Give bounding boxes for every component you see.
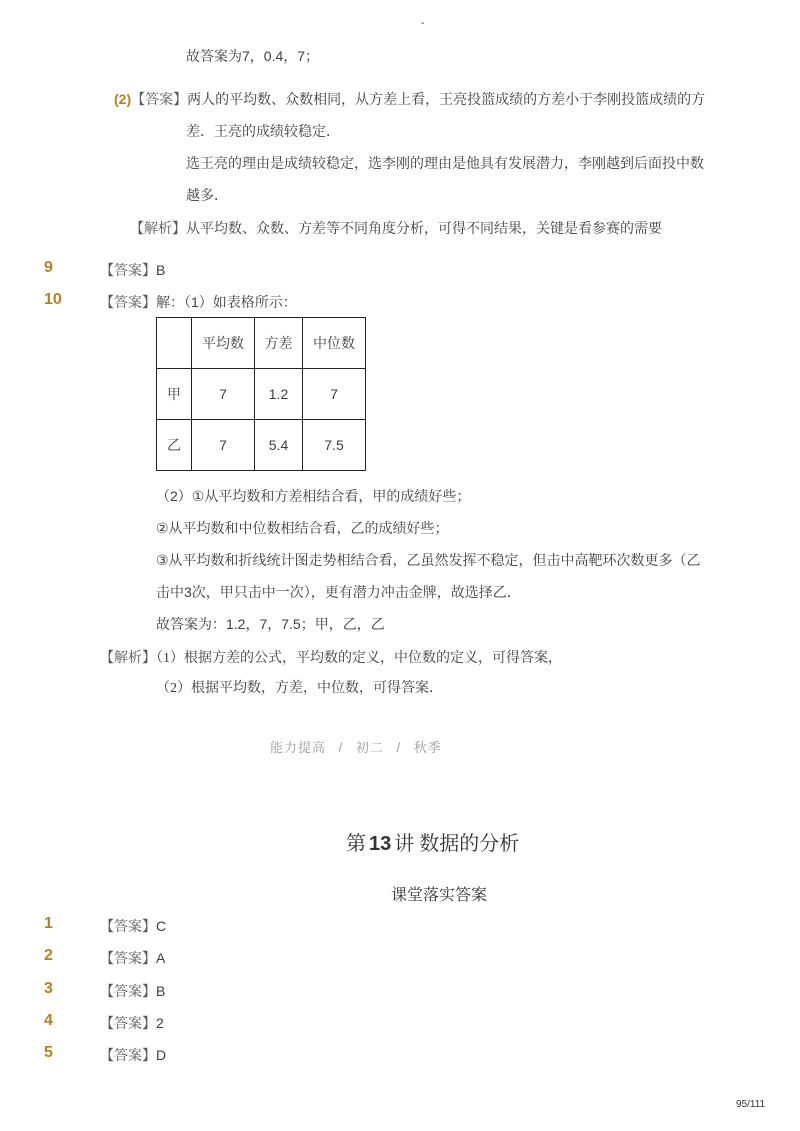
analysis-text: （2）根据平均数，方差，中位数，可得答案． (156, 681, 443, 696)
answer-text: B (156, 262, 166, 278)
table-cell: 5.4 (255, 420, 303, 471)
table-row (157, 420, 366, 471)
answer-text: 解：（1）如表格所示： (156, 294, 297, 310)
question-number: 9 (44, 259, 53, 276)
final-answer: 故答案为：1.2，7，7.5；甲，乙，乙 (156, 616, 385, 632)
answer-text: ②从平均数和中位数相结合看，乙的成绩好些； (156, 520, 449, 536)
list-item (100, 981, 165, 1001)
lecture-prefix: 第 (346, 833, 366, 855)
analysis-line (130, 218, 662, 238)
table-cell: 7.5 (303, 420, 366, 471)
answer-tag: 【答案】 (100, 262, 156, 278)
answer-text: 选王亮的理由是成绩较稳定，选李刚的理由是他具有发展潜力，李刚越到后面投中数 (186, 155, 704, 171)
sub-question-2 (114, 89, 705, 109)
question-number: 5 (44, 1044, 53, 1061)
table-header-row (157, 318, 366, 369)
lecture-number: 13 (369, 833, 392, 855)
answer-text: D (156, 1047, 167, 1063)
question-9-answer (100, 260, 165, 280)
list-item (100, 948, 165, 968)
list-item (100, 1045, 166, 1065)
table-cell: 乙 (157, 420, 192, 471)
answer-text: B (156, 983, 166, 999)
answer-text: 击中3次，甲只击中一次），更有潜力冲击金牌，故选择乙． (156, 584, 521, 600)
answer-tag: 【答案】 (100, 1015, 156, 1031)
footer-grade: 初二 (355, 740, 384, 755)
table-cell: 7 (192, 420, 255, 471)
section-title: 课堂落实答案 (391, 887, 488, 904)
footer-separator: / (396, 740, 402, 755)
table-cell: 1.2 (255, 369, 303, 420)
table-cell: 7 (303, 369, 366, 420)
question-number: 10 (44, 291, 62, 308)
answer-text: ③从平均数和折线统计图走势相结合看，乙虽然发挥不稳定，但击中高靶环次数更多（乙 (156, 552, 701, 568)
analysis-tag: 【解析】 (130, 220, 186, 236)
lecture-title (346, 827, 519, 856)
analysis-text: 从平均数、众数、方差等不同角度分析，可得不同结果，关键是看参赛的需要 (186, 220, 662, 236)
list-item (100, 1013, 164, 1033)
answer-text: C (156, 918, 167, 934)
question-number: 2 (44, 947, 53, 964)
answer-text: 差．王亮的成绩较稳定． (186, 123, 340, 139)
answer-line: 故答案为7，0.4，7； (186, 48, 320, 64)
question-number: 1 (44, 915, 53, 932)
answer-text: 2 (156, 1015, 164, 1031)
analysis-tag: 【解析】 (100, 649, 156, 665)
answer-tag: 【答案】 (100, 294, 156, 310)
top-mark: - (421, 18, 425, 29)
statistics-table (156, 317, 366, 471)
footer-course: 能力提高 (270, 740, 327, 755)
table-row (157, 369, 366, 420)
answer-text: A (156, 950, 166, 966)
footer-separator: / (338, 740, 344, 755)
answer-text: （2）①从平均数和方差相结合看，甲的成绩好些； (156, 488, 471, 504)
answer-tag: 【答案】 (100, 950, 156, 966)
lecture-name: 讲 数据的分析 (394, 833, 520, 855)
question-number: 4 (44, 1012, 53, 1029)
footer-term: 秋季 (413, 740, 442, 755)
answer-text: 越多． (186, 187, 228, 203)
list-item (100, 916, 166, 936)
table-header-cell (157, 318, 192, 369)
answer-tag: 【答案】 (131, 91, 188, 107)
table-header-cell: 中位数 (303, 318, 366, 369)
sub-question-number: (2) (114, 91, 132, 107)
analysis-text: （1）根据方差的公式，平均数的定义，中位数的定义，可得答案， (156, 651, 562, 666)
answer-text: 两人的平均数、众数相同，从方差上看，王亮投篮成绩的方差小于李刚投篮成绩的方 (187, 91, 706, 107)
analysis-line (100, 647, 562, 669)
question-10-answer (100, 292, 297, 312)
table-header-cell: 平均数 (192, 318, 255, 369)
table-cell: 7 (192, 369, 255, 420)
answer-tag: 【答案】 (100, 1047, 156, 1063)
answer-tag: 【答案】 (100, 918, 156, 934)
answer-tag: 【答案】 (100, 983, 156, 999)
page-footer (270, 737, 442, 756)
question-number: 3 (44, 980, 53, 997)
table-cell: 甲 (157, 369, 192, 420)
page-number: 95/111 (736, 1099, 766, 1110)
table-header-cell: 方差 (255, 318, 303, 369)
